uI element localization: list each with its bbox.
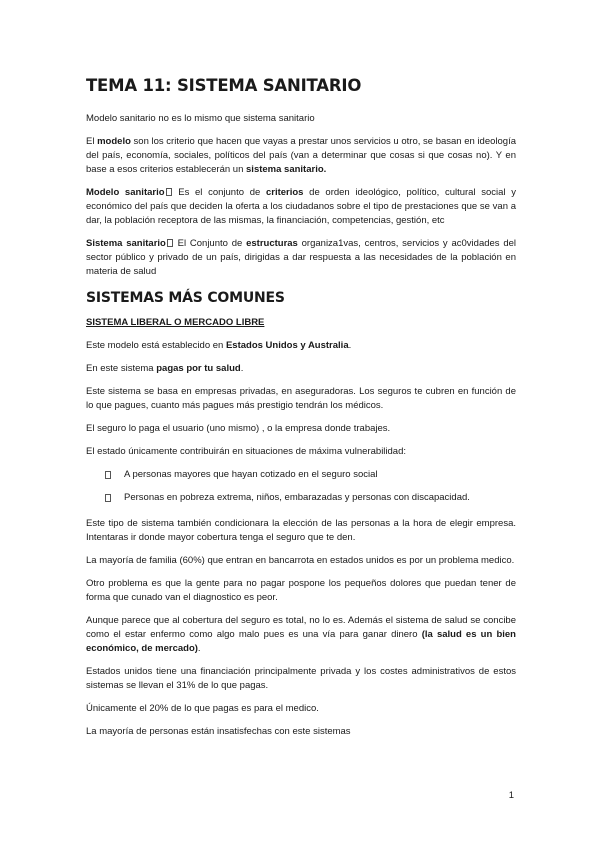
- text-run: Es el conjunto de: [172, 187, 266, 198]
- text-run: de orden ideológico, político, cultural social y económico del país que deciden la oferta a los ciudadanos sobre el tipo de prestaciones que se van a dar, la población receptora de las mismas, la financiación, competencias, gestión, etc: [86, 187, 516, 226]
- text-run: organiza1vas, centros, servicios y ac0vidades del sector público y privado de un país, dirigidas a dar respuesta a las necesidades de la población en materia de salud: [86, 238, 517, 277]
- bullet-icon: [105, 471, 111, 479]
- intro-paragraph: Modelo sanitario no es lo mismo que sistema sanitario: [86, 113, 315, 124]
- list-item: [86, 491, 516, 505]
- paragraph-dissatisfaction: La mayoría de personas están insatisfechas con este sistemas: [86, 726, 351, 737]
- text-run: son los criterio que hacen que vayas a prestar unos servicios u otro, se basan en ideología del país, economía, sociales, políticos del país (van a determinar que cosas si que cosas no). Y en base a esos criterios establecerán un: [86, 136, 517, 175]
- paragraph-insurers: Este sistema se basa en empresas privadas, en aseguradoras. Los seguros te cubren en función de lo que pagues, cuanto más pagues más prestigio tendrán los médicos.: [86, 386, 516, 411]
- text-run: Este modelo está establecido en: [86, 340, 226, 351]
- bold-term: modelo: [97, 136, 131, 147]
- paragraph-location: [86, 339, 516, 353]
- bold-term: estructuras: [246, 238, 298, 249]
- paragraph-sistema-sanitario: [86, 237, 516, 279]
- bold-term: criterios: [265, 187, 304, 198]
- paragraph-postpone: Otro problema es que la gente para no pagar pospone los pequeños dolores que puedan tener de forma que cunado van el diagnostico es peor.: [86, 578, 516, 603]
- document-title: TEMA 11: SISTEMA SANITARIO: [86, 76, 362, 95]
- text-run: Aunque parece que al cobertura del seguro es total, no lo es. Además el sistema de salud se concibe como el estar enfermo como algo malo pues es una vía para ganar dinero: [86, 615, 516, 640]
- list-item-text: A personas mayores que hayan cotizado en el seguro social: [124, 469, 378, 480]
- bold-term: Estados Unidos y Australia: [225, 340, 349, 351]
- paragraph-modelo-sanitario: [86, 186, 516, 228]
- paragraph-choice: Este tipo de sistema también condicionara la elección de las personas a la hora de elegir empresa. Intentaras ir donde mayor cobertura tenga el seguro que te den.: [86, 518, 516, 543]
- paragraph-coverage: [86, 614, 516, 656]
- bullet-icon: [105, 494, 111, 502]
- bold-term: Modelo sanitario: [86, 187, 165, 198]
- paragraph-pay: [86, 362, 516, 376]
- page-number: 1: [508, 790, 514, 801]
- bold-term: (la salud es un bien económico, de mercado): [86, 629, 516, 654]
- paragraph-doctor-share: Únicamente el 20% de lo que pagas es para el medico.: [86, 703, 319, 714]
- list-item: [86, 468, 516, 482]
- document-page: [86, 76, 516, 748]
- text-run: .: [240, 363, 244, 374]
- bold-term: Sistema sanitario: [86, 238, 166, 249]
- paragraph-bankruptcy: La mayoría de familia (60%) que entran en bancarrota en estados unidos es por un problema medico.: [86, 555, 515, 566]
- text-run: El Conjunto de: [173, 238, 247, 249]
- bold-term: pagas por tu salud: [156, 363, 241, 374]
- missing-glyph-icon: [167, 239, 173, 247]
- text-run: .: [348, 340, 352, 351]
- bullet-list: [86, 468, 516, 505]
- text-run: En este sistema: [86, 363, 157, 374]
- paragraph-modelo: [86, 135, 516, 177]
- text-run: El: [86, 136, 98, 147]
- text-run: .: [197, 643, 201, 654]
- bold-term: sistema sanitario.: [246, 164, 327, 175]
- paragraph-financing: Estados unidos tiene una financiación principalmente privada y los costes administrativos de estos sistemas se llevan el 31% de lo que pagas.: [86, 666, 516, 691]
- subsection-title: SISTEMA LIBERAL O MERCADO LIBRE: [86, 317, 265, 328]
- missing-glyph-icon: [166, 188, 172, 196]
- section-title: SISTEMAS MÁS COMUNES: [86, 290, 285, 306]
- list-item-text: Personas en pobreza extrema, niños, embarazadas y personas con discapacidad.: [124, 492, 470, 503]
- paragraph-who-pays: El seguro lo paga el usuario (uno mismo) , o la empresa donde trabajes.: [86, 423, 391, 434]
- paragraph-state: El estado únicamente contribuirán en situaciones de máxima vulnerabilidad:: [86, 446, 407, 457]
